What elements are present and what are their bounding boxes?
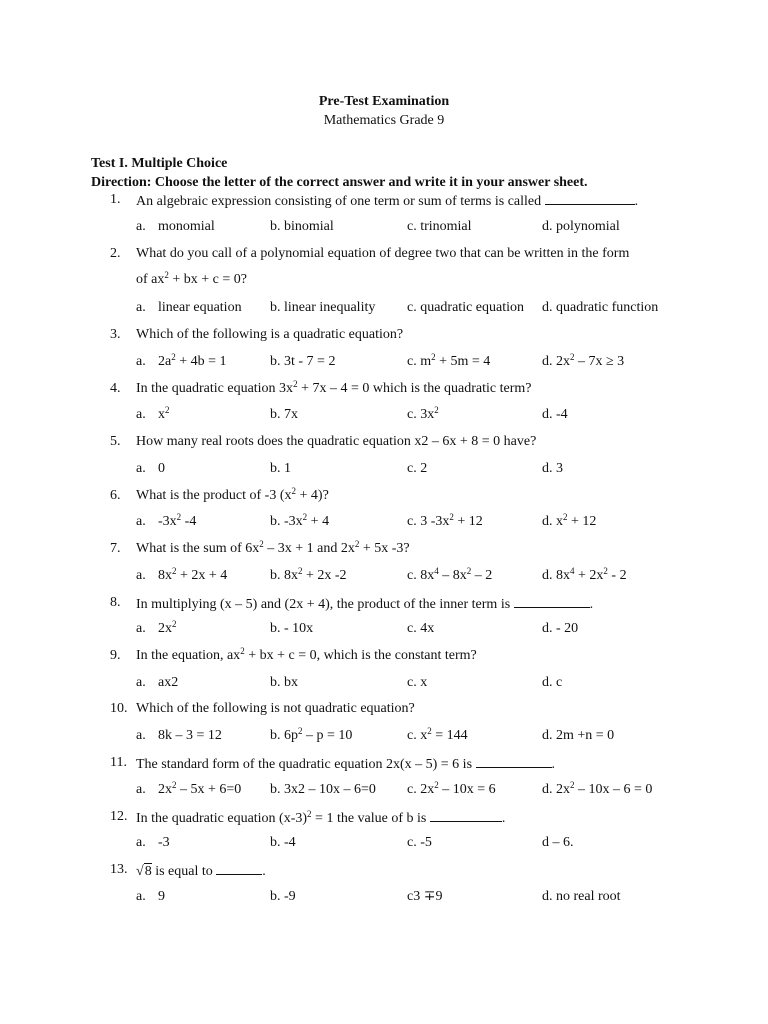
option-c: c. trinomial (407, 219, 472, 234)
option-b: b. bx (270, 675, 298, 690)
option-d: d. c (542, 675, 563, 690)
option-c: c. $3x^2$ (407, 405, 439, 422)
option-d: d – 6. (542, 835, 574, 850)
option-d: d. $2x^2 - 7x \ge 3$ (542, 352, 625, 369)
option-b: b. - 10x (270, 621, 314, 636)
question-number: 11. (110, 755, 127, 770)
question-text-continued: of $ax^2$ + bx + c = 0? (136, 270, 248, 287)
question-text: In the quadratic equation $(x-3)^2 = 1$ the value of b is . (136, 809, 506, 826)
option-a: a. $2a^2 + 4b = 1$ (136, 352, 227, 369)
section-direction: Direction: Choose the letter of the correct answer and write it in your answer sheet. (91, 175, 588, 190)
option-d: d. 2m +n = 0 (542, 728, 615, 743)
option-c: c. 2 (407, 461, 428, 476)
option-c: c. $x^2 = 144$ (407, 726, 468, 743)
question-text: In multiplying (x – 5) and (2x + 4), the product of the inner term is . (136, 594, 593, 614)
option-b: b. 1 (270, 461, 291, 476)
answer-blank (430, 808, 502, 822)
option-c: c. quadratic equation (407, 300, 525, 315)
question-number: 9. (110, 648, 121, 663)
answer-blank (476, 754, 552, 768)
option-c: c. $8x^4 - 8x^2 - 2$ (407, 566, 493, 583)
page-title: Pre-Test Examination (318, 94, 450, 109)
question-text: How many real roots does the quadratic equation x2 – 6x + 8 = 0 have? (136, 434, 537, 449)
question-number: 6. (110, 488, 121, 503)
question-number: 12. (110, 809, 128, 824)
option-b: b. $8x^2 + 2x$ -2 (270, 566, 347, 583)
question-number: 2. (110, 246, 121, 261)
question-number: 1. (110, 192, 121, 207)
answer-blank (514, 594, 590, 608)
option-b: b. $6p^2 - p = 10$ (270, 726, 353, 743)
question-text: In the quadratic equation $3x^2 + 7x - 4 = 0$ which is the quadratic term? (136, 379, 532, 396)
option-d: d. quadratic function (542, 300, 659, 315)
option-c: c. 3 $-3x^2 + 12$ (407, 512, 483, 529)
question-number: 7. (110, 541, 121, 556)
option-a: a. linear equation (136, 300, 242, 315)
question-number: 10. (110, 701, 128, 716)
option-a: a. $-3x^2$ -4 (136, 512, 197, 529)
option-a: a. 8k – 3 = 12 (136, 728, 222, 743)
section-heading: Test I. Multiple Choice (91, 156, 228, 171)
option-b: b. 3t - 7 = 2 (270, 354, 336, 369)
option-c: c. 4x (407, 621, 435, 636)
question-number: 8. (110, 595, 121, 610)
question-text: What is the sum of $6x^2 - 3x + 1$ and $2x^2 + 5x$ -3? (136, 539, 410, 556)
option-c: c. x (407, 675, 428, 690)
option-b: b. linear inequality (270, 300, 376, 315)
question-text: √8 is equal to . (136, 861, 266, 881)
option-d: d. - 20 (542, 621, 579, 636)
option-c: c. $m^2 + 5m = 4$ (407, 352, 491, 369)
option-d: d. -4 (542, 407, 568, 422)
question-text: Which of the following is a quadratic equation? (136, 327, 404, 342)
option-a: a. ax2 (136, 675, 179, 690)
option-d: d. $8x^4 + 2x^2 - 2$ (542, 566, 627, 583)
question-text: The standard form of the quadratic equation 2x(x – 5) = 6 is . (136, 754, 555, 774)
question-number: 13. (110, 862, 128, 877)
option-c: c. -5 (407, 835, 432, 850)
option-a: a. monomial (136, 219, 215, 234)
option-c: c3 ∓9 (407, 889, 443, 904)
option-a: a. $8x^2 + 2x + 4$ (136, 566, 228, 583)
option-a: a. 9 (136, 889, 165, 904)
question-number: 5. (110, 434, 121, 449)
question-text: An algebraic expression consisting of one term or sum of terms is called . (136, 191, 638, 211)
answer-blank (545, 191, 635, 205)
question-number: 3. (110, 327, 121, 342)
option-a: a. -3 (136, 835, 170, 850)
option-a: a. 0 (136, 461, 165, 476)
option-a: a. $x^2$ (136, 405, 170, 422)
question-number: 4. (110, 381, 121, 396)
option-b: b. 3x2 – 10x – 6=0 (270, 782, 376, 797)
option-d: d. no real root (542, 889, 621, 904)
option-b: b. -9 (270, 889, 296, 904)
answer-blank (216, 861, 262, 875)
option-d: d. $x^2 + 12$ (542, 512, 597, 529)
option-a: a. $2x^2$ (136, 619, 177, 636)
option-a: a. $2x^2 - 5x + 6=0$ (136, 780, 242, 797)
page-subtitle: Mathematics Grade 9 (323, 113, 445, 128)
option-d: d. 3 (542, 461, 563, 476)
option-b: b. -4 (270, 835, 296, 850)
option-b: b. binomial (270, 219, 334, 234)
option-d: d. polynomial (542, 219, 620, 234)
question-text: What is the product of -3 $(x^2 + 4)$? (136, 486, 329, 503)
option-b: b. $-3x^2 + 4$ (270, 512, 330, 529)
question-text: In the equation, $ax^2$ + bx + c = 0, which is the constant term? (136, 646, 477, 663)
question-text: Which of the following is not quadratic equation? (136, 701, 415, 716)
option-d: d. $2x^2 - 10x - 6 = 0$ (542, 780, 653, 797)
option-b: b. 7x (270, 407, 298, 422)
question-text: What do you call of a polynomial equation of degree two that can be written in the form (136, 246, 630, 261)
option-c: c. $2x^2 - 10x = 6$ (407, 780, 496, 797)
